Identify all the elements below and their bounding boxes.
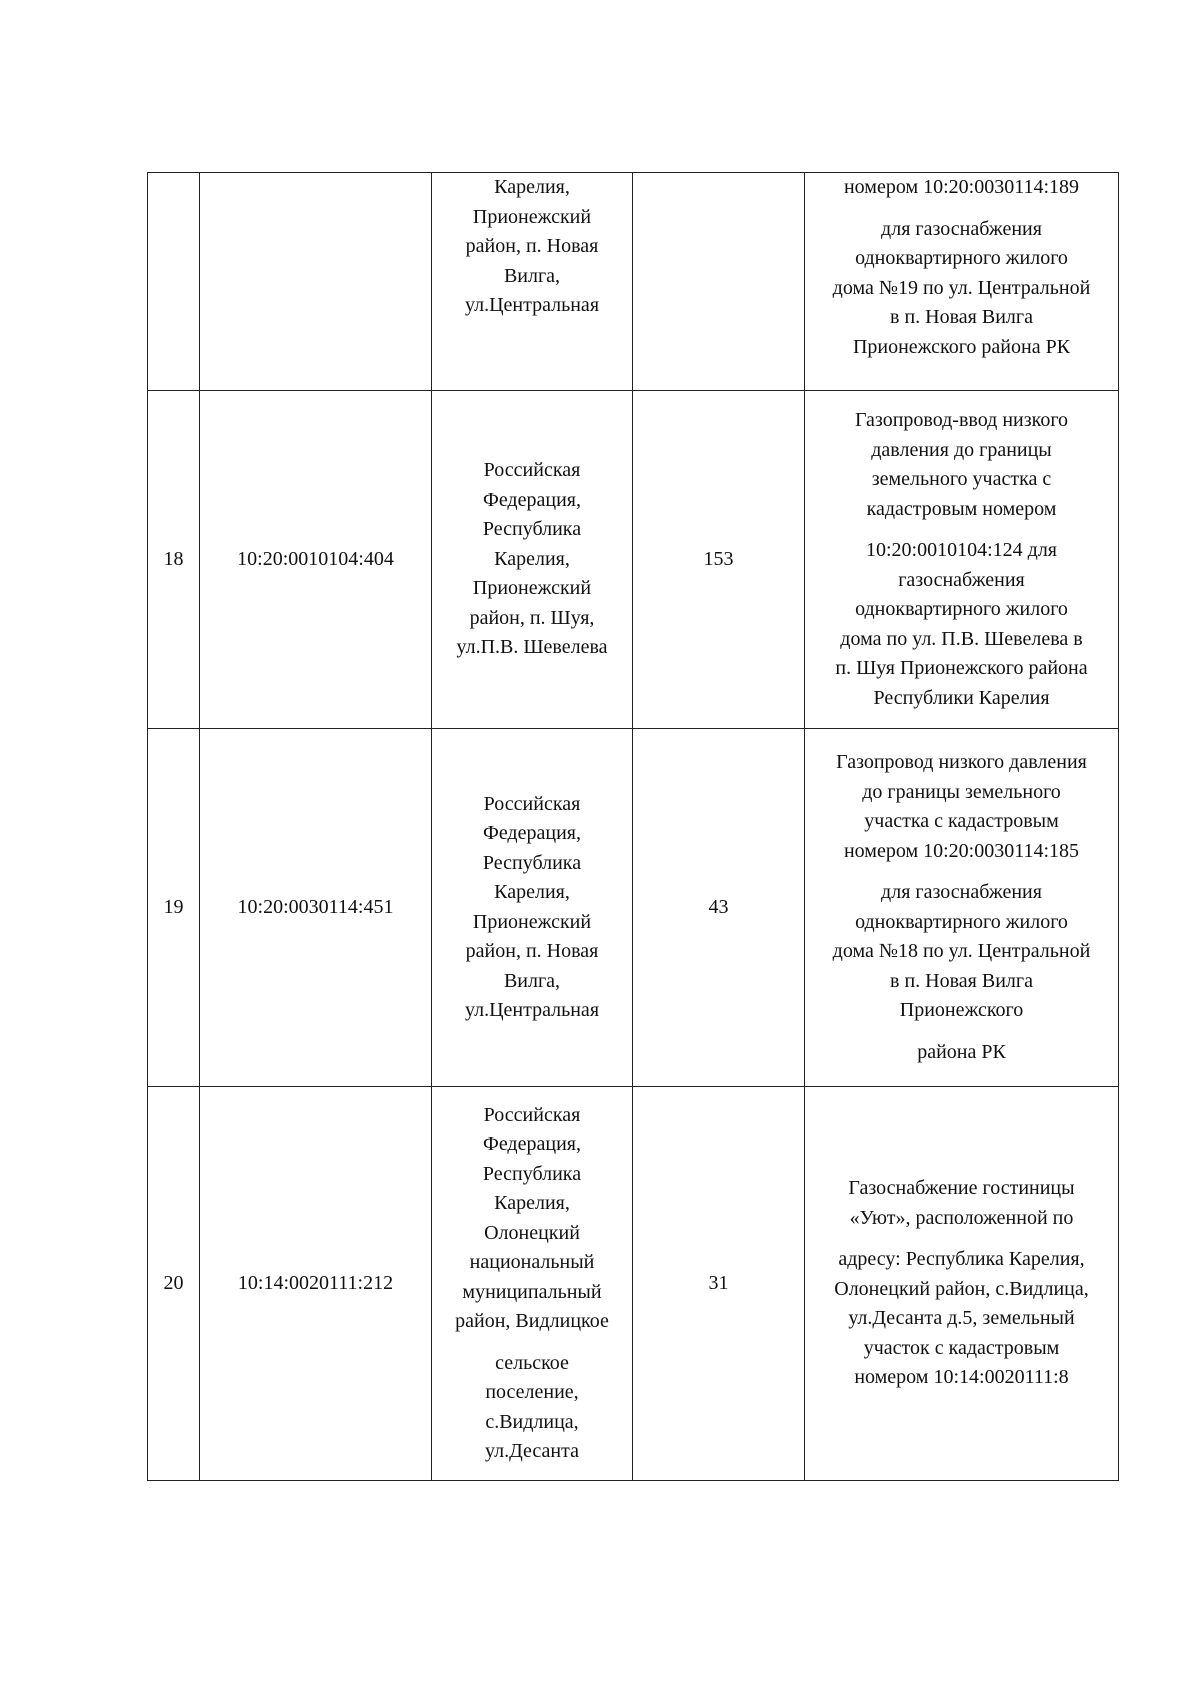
purpose-p2-paragraph [813, 878, 1110, 1026]
cadastral-number-cell [200, 1087, 432, 1481]
text-line: номером 10:14:0020111:8 [854, 1366, 1069, 1389]
text-line: район, п. Новая [465, 940, 599, 962]
text-line: Прионежского [899, 999, 1024, 1021]
row-number-cell [148, 173, 200, 391]
text-line: Вилга, [503, 969, 561, 992]
text-line: Олонецкий район, с.Видлица, [834, 1277, 1089, 1300]
text-line: в п. Новая Вилга [890, 306, 1033, 328]
text-line: ул.Центральная [464, 294, 600, 316]
purpose-p1-paragraph [813, 748, 1110, 866]
area-cell-text: 153 [703, 547, 734, 570]
text-line: Олонецкий [484, 1221, 580, 1244]
land-plots-table [147, 172, 1119, 1481]
text-line: район, п. Новая [465, 235, 599, 257]
text-line: с.Видлица, [485, 1410, 579, 1433]
text-line: ул.Центральная [464, 999, 600, 1021]
address-paragraph [440, 1101, 624, 1337]
text-line: района РК [917, 1040, 1006, 1063]
area-cell-text: 31 [708, 1271, 729, 1294]
text-line: муниципальный [462, 1280, 602, 1303]
row-number-cell-text: 20 [163, 1271, 184, 1294]
cadastral-number-cell-text: 10:20:0010104:404 [237, 547, 394, 570]
purpose-p2-paragraph [813, 215, 1110, 363]
text-line: участка с кадастровым [864, 810, 1059, 832]
purpose-p1-paragraph [813, 406, 1110, 524]
text-line: Прионежский [472, 205, 592, 228]
text-line: одноквартирного жилого [855, 598, 1068, 620]
text-line: дома по ул. П.В. Шевелева в [840, 627, 1083, 650]
purpose-p2-paragraph [813, 1245, 1110, 1393]
text-line: Карелия, [494, 547, 570, 570]
row-number-cell [148, 729, 200, 1087]
text-line: Прионежского района РК [852, 335, 1071, 358]
text-line: Республика [482, 518, 582, 541]
text-line: ул.Десанта д.5, земельный [848, 1307, 1075, 1330]
text-line: Газопровод низкого давления [836, 751, 1087, 773]
text-line: район, п. Шуя, [469, 606, 595, 629]
cadastral-number-cell-text: 10:14:0020111:212 [237, 1271, 394, 1294]
cadastral-number-cell-text: 10:20:0030114:451 [237, 895, 394, 918]
address-cell [432, 391, 633, 729]
table-body [148, 173, 1119, 1481]
text-line: Федерация, [483, 822, 581, 844]
address-cell [432, 729, 633, 1087]
purpose-p1-paragraph [813, 173, 1110, 203]
cadastral-number-cell [200, 391, 432, 729]
purpose-p3-paragraph [813, 1038, 1110, 1068]
text-line: участок с кадастровым [863, 1336, 1060, 1359]
text-line: Карелия, [494, 176, 570, 198]
cadastral-number-cell [200, 173, 432, 391]
text-line: Федерация, [483, 488, 581, 511]
cadastral-number-cell [200, 729, 432, 1087]
text-line: одноквартирного жилого [855, 910, 1068, 933]
text-line: п. Шуя Прионежского района [835, 657, 1088, 679]
table-row [148, 1087, 1119, 1481]
text-line: ул.П.В. Шевелева [456, 636, 608, 659]
text-line: Газоснабжение гостиницы [848, 1177, 1075, 1200]
row-number-cell-text: 18 [163, 547, 184, 570]
area-cell [633, 1087, 805, 1481]
text-line: национальный [469, 1251, 595, 1273]
area-cell [633, 391, 805, 729]
text-line: Вилга, [503, 264, 561, 287]
purpose-cell [805, 391, 1119, 729]
text-line: до границы земельного [862, 780, 1061, 803]
text-line: в п. Новая Вилга [890, 969, 1033, 992]
text-line: Российская [483, 1103, 581, 1126]
purpose-cell [805, 173, 1119, 391]
text-line: Республика [482, 851, 582, 874]
table-row [148, 173, 1119, 391]
purpose-p2-paragraph [813, 536, 1110, 713]
text-line: Газопровод-ввод низкого [854, 409, 1069, 431]
text-line: Российская [483, 459, 581, 482]
row-number-cell [148, 1087, 200, 1481]
address-paragraph [440, 173, 624, 321]
text-line: Республика [482, 1162, 582, 1185]
address-paragraph [440, 790, 624, 1026]
text-line: номером 10:20:0030114:185 [843, 839, 1080, 862]
area-cell [633, 729, 805, 1087]
address-paragraph [440, 456, 624, 663]
text-line: сельское [495, 1351, 569, 1374]
text-line: давления до границы [871, 438, 1052, 461]
text-line: Республики Карелия [873, 686, 1050, 709]
purpose-p1-paragraph [813, 1174, 1110, 1233]
address-cell [432, 1087, 633, 1481]
text-line: Федерация, [483, 1133, 581, 1155]
text-line: Карелия, [494, 1192, 570, 1214]
area-cell [633, 173, 805, 391]
text-line: 10:20:0010104:124 для [865, 539, 1058, 561]
row-number-cell-text: 19 [163, 895, 184, 918]
table-row [148, 729, 1119, 1087]
text-line: кадастровым номером [866, 497, 1057, 520]
area-cell-text: 43 [708, 895, 729, 918]
purpose-cell [805, 729, 1119, 1087]
text-line: район, Видлицкое [455, 1310, 609, 1332]
text-line: земельного участка с [871, 468, 1052, 490]
text-line: поселение, [485, 1381, 579, 1403]
row-number-cell [148, 391, 200, 729]
text-line: Прионежский [472, 577, 592, 600]
text-line: Прионежский [472, 910, 592, 933]
address-extra-paragraph [440, 1349, 624, 1467]
text-line: дома №19 по ул. Центральной [832, 276, 1091, 299]
text-line: ул.Десанта [485, 1440, 579, 1462]
text-line: дома №18 по ул. Центральной [832, 940, 1091, 962]
text-line: номером 10:20:0030114:189 [843, 176, 1080, 198]
text-line: адресу: Республика Карелия, [838, 1248, 1085, 1271]
text-line: газоснабжения [898, 568, 1025, 591]
table-row [148, 391, 1119, 729]
text-line: для газоснабжения [881, 881, 1042, 903]
text-line: для газоснабжения [881, 217, 1042, 240]
text-line: Российская [483, 792, 581, 815]
purpose-cell [805, 1087, 1119, 1481]
text-line: одноквартирного жилого [855, 247, 1068, 269]
text-line: «Уют», расположенной по [849, 1206, 1074, 1229]
text-line: Карелия, [494, 881, 570, 903]
address-cell [432, 173, 633, 391]
